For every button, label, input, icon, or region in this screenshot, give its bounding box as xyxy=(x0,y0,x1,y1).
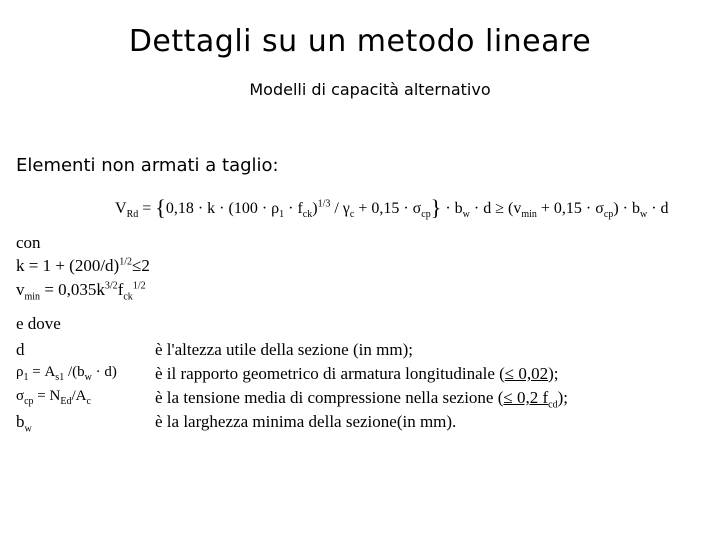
def-symbol-sigma: $\sigma_{cp} = N_{Ed}/A_c$ xyxy=(16,388,91,407)
def-desc-rho: è il rapporto geometrico di armatura longitudinale (≤ 0,02); xyxy=(155,364,559,383)
def-desc-sigma: è la tensione media di compressione nella sezione (≤ 0,2 $f_{cd}$); xyxy=(155,388,568,411)
section-heading: Elementi non armati a taglio: xyxy=(16,155,279,176)
slide-title: Dettagli su un metodo lineare xyxy=(128,24,592,59)
shear-formula: $V_{Rd} = \{0,18 \cdot k \cdot (100 \cdot \rho_1 \cdot f_{ck})^{1/3} / \gamma_c + 0,15 \cdot \sigma_{cp}\} \cdot b_w \cdot d \ge (v_{min} + 0,15 \cdot \sigma_{cp}) \cdot b_w \cdot d$ xyxy=(115,195,669,221)
con-label: con xyxy=(16,233,41,252)
e-dove-label: e dove xyxy=(16,314,61,333)
def-symbol-rho: $\rho_1 = A_{s1}$ $/(b_w \cdot d)$ xyxy=(16,364,117,383)
def-desc-d: è l'altezza utile della sezione (in mm); xyxy=(155,340,413,359)
def-symbol-bw: $b_w$ xyxy=(16,412,32,435)
slide-subtitle: Modelli di capacità alternativo xyxy=(249,80,491,99)
def-symbol-d: d xyxy=(16,340,25,359)
def-desc-bw: è la larghezza minima della sezione(in mm). xyxy=(155,412,457,431)
vmin-definition: $v_{min} = 0,035k^{3/2}f_{ck}^{1/2}$ xyxy=(16,280,146,303)
k-definition: $k = 1 + (200/d)^{1/2}\le 2$ xyxy=(16,256,150,275)
